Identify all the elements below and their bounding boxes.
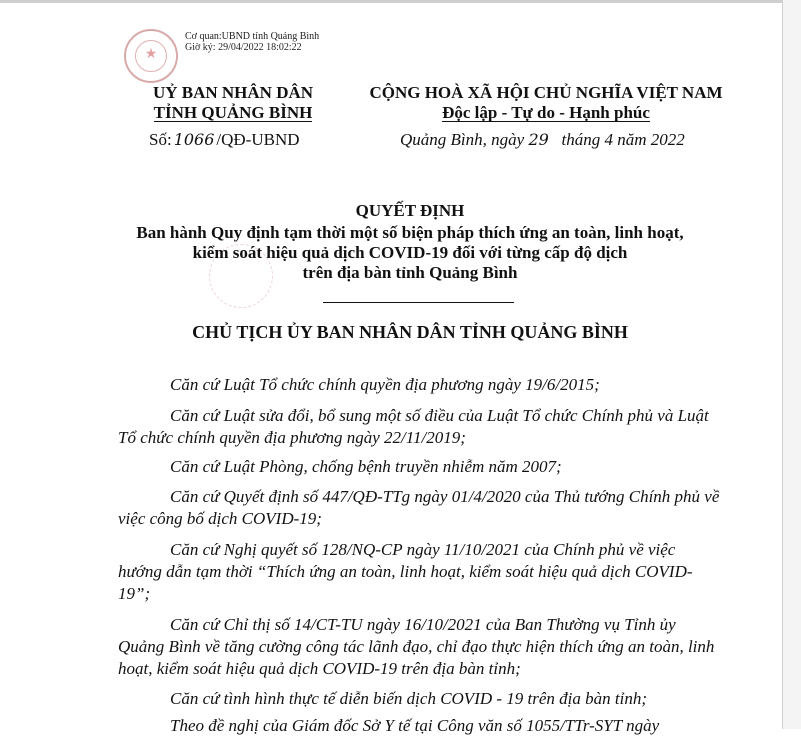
- handwritten-day: 29: [528, 130, 549, 149]
- document-number: Số: 1066 /QĐ-UBND: [149, 130, 300, 149]
- decision-subtitle-3: trên địa bàn tỉnh Quảng Bình: [302, 263, 518, 282]
- issuer-header: [130, 83, 336, 123]
- date-line: Quảng Bình, ngày 29 tháng 4 năm 2022: [400, 130, 685, 149]
- national-emblem-icon: ★: [124, 29, 178, 83]
- issuer-line2: TỈNH QUẢNG BÌNH: [153, 103, 313, 122]
- digital-signature-info: [185, 31, 319, 53]
- page-top-edge: [0, 0, 801, 3]
- legal-basis-paragraph: Căn cứ Luật Phòng, chống bệnh truyền nhiễm năm 2007;: [170, 457, 562, 476]
- national-motto: Độc lập - Tự do - Hạnh phúc: [442, 103, 650, 122]
- legal-basis-paragraph: Căn cứ tình hình thực tế diễn biến dịch COVID - 19 trên địa bàn tỉnh;: [170, 689, 648, 708]
- signature-agency: Cơ quan:UBND tỉnh Quảng Bình: [185, 31, 320, 42]
- decision-subtitle-1: Ban hành Quy định tạm thời một số biện pháp thích ứng an toàn, linh hoạt,: [136, 223, 684, 242]
- legal-basis-paragraph: Căn cứ Luật Tổ chức chính quyền địa phương ngày 19/6/2015;: [170, 375, 600, 394]
- legal-basis-paragraph: Theo đề nghị của Giám đốc Sở Y tế tại Công văn số 1055/TTr-SYT ngày: [170, 716, 660, 735]
- handwritten-number: 1066: [173, 130, 215, 149]
- decision-title: QUYẾT ĐỊNH: [355, 201, 465, 220]
- legal-basis-paragraph: Căn cứ Quyết định số 447/QĐ-TTg ngày 01/4/2020 của Thủ tướng Chính phủ về việc công bố dịch COVID-19;: [118, 487, 720, 528]
- national-header: [364, 83, 728, 123]
- issuer-line1: UỶ BAN NHÂN DÂN: [152, 83, 314, 102]
- legal-basis-paragraph: Căn cứ Luật sửa đổi, bổ sung một số điều của Luật Tổ chức Chính phủ và Luật Tổ chức chính quyền địa phương ngày 22/11/2019;: [118, 406, 709, 447]
- national-title: CỘNG HOÀ XÃ HỘI CHỦ NGHĨA VIỆT NAM: [369, 83, 723, 102]
- decision-subtitle-2: kiểm soát hiệu quả dịch COVID-19 đối với từng cấp độ dịch: [192, 243, 628, 262]
- viewer-right-edge: [782, 0, 801, 729]
- title-separator: [323, 302, 514, 303]
- legal-basis-paragraph: Căn cứ Chỉ thị số 14/CT-TU ngày 16/10/2021 của Ban Thường vụ Tỉnh ủy Quảng Bình về tăng cường công tác lãnh đạo, chỉ đạo thực hiện thích ứng an toàn, linh hoạt, kiểm soát hiệu quả dịch COVID-19 trên địa bàn tỉnh;: [118, 615, 715, 678]
- legal-basis-paragraph: Căn cứ Nghị quyết số 128/NQ-CP ngày 11/10/2021 của Chính phủ về việc hướng dẫn tạm thời “Thích ứng an toàn, linh hoạt, kiểm soát hiệu quả dịch COVID-19”;: [118, 540, 693, 603]
- authority-heading: CHỦ TỊCH ỦY BAN NHÂN DÂN TỈNH QUẢNG BÌNH: [192, 322, 628, 342]
- decision-title-block: [110, 201, 710, 283]
- signature-time: Giờ ký: 29/04/2022 18:02:22: [185, 42, 302, 53]
